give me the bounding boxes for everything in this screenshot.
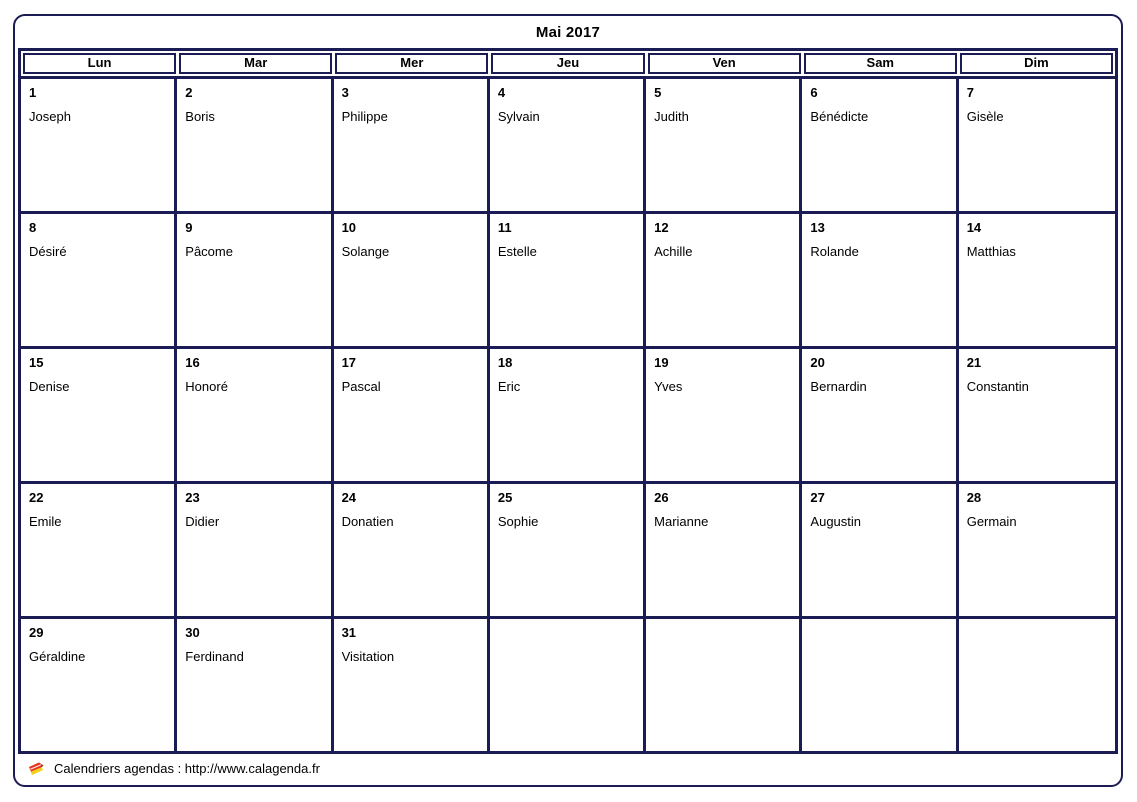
day-number: 25 bbox=[497, 490, 513, 505]
day-number: 17 bbox=[341, 355, 357, 370]
day-number: 26 bbox=[654, 490, 669, 505]
day-cell-29 bbox=[21, 616, 177, 751]
saint-name: Désiré bbox=[29, 244, 67, 259]
day-number: 27 bbox=[810, 490, 825, 505]
day-cell-25 bbox=[490, 481, 646, 616]
day-number: 10 bbox=[341, 220, 357, 235]
day-cell-23 bbox=[177, 481, 333, 616]
weekday-header-jeu: Jeu bbox=[491, 53, 644, 74]
day-cell-16 bbox=[177, 346, 333, 481]
saint-name: Germain bbox=[966, 514, 1017, 529]
day-cell-14 bbox=[959, 211, 1115, 346]
calendar-title: Mai 2017 bbox=[535, 24, 601, 41]
day-cell-2 bbox=[177, 76, 333, 211]
saint-name: Pâcome bbox=[185, 244, 233, 259]
day-cell-7 bbox=[959, 76, 1115, 211]
calagenda-note-icon bbox=[27, 760, 45, 778]
day-number: 21 bbox=[966, 355, 982, 370]
day-number: 2 bbox=[185, 85, 193, 100]
empty-day-cell bbox=[959, 616, 1115, 751]
day-number: 9 bbox=[185, 220, 193, 235]
saint-name: Philippe bbox=[341, 109, 388, 124]
saint-name: Sophie bbox=[497, 514, 539, 529]
day-number: 22 bbox=[29, 490, 44, 505]
saint-name: Eric bbox=[497, 379, 521, 394]
day-cell-13 bbox=[802, 211, 958, 346]
day-cell-26 bbox=[646, 481, 802, 616]
day-cell-9 bbox=[177, 211, 333, 346]
saint-name: Donatien bbox=[341, 514, 394, 529]
day-number: 3 bbox=[341, 85, 349, 100]
day-cell-19 bbox=[646, 346, 802, 481]
day-number: 15 bbox=[29, 355, 44, 370]
weekday-header-mar: Mar bbox=[179, 53, 332, 74]
day-number: 20 bbox=[810, 355, 825, 370]
saint-name: Constantin bbox=[966, 379, 1029, 394]
saint-name: Estelle bbox=[497, 244, 537, 259]
day-cell-30 bbox=[177, 616, 333, 751]
day-number: 19 bbox=[654, 355, 669, 370]
saint-name: Pascal bbox=[341, 379, 381, 394]
saint-name: Sylvain bbox=[497, 109, 540, 124]
calendar-footer bbox=[18, 754, 1118, 783]
day-number: 5 bbox=[654, 85, 662, 100]
day-number: 28 bbox=[966, 490, 982, 505]
calendar-grid bbox=[21, 76, 1115, 751]
saint-name: Didier bbox=[185, 514, 220, 529]
day-cell-12 bbox=[646, 211, 802, 346]
day-number: 11 bbox=[497, 220, 512, 235]
day-cell-17 bbox=[334, 346, 490, 481]
day-cell-8 bbox=[21, 211, 177, 346]
day-cell-24 bbox=[334, 481, 490, 616]
day-cell-27 bbox=[802, 481, 958, 616]
saint-name: Honoré bbox=[185, 379, 228, 394]
saint-name: Visitation bbox=[341, 649, 395, 664]
day-number: 16 bbox=[185, 355, 200, 370]
calendar-frame bbox=[13, 14, 1123, 787]
footer-credit: Calendriers agendas : http://www.calagenda.fr bbox=[54, 761, 320, 776]
day-number: 4 bbox=[497, 85, 506, 100]
day-number: 30 bbox=[185, 625, 200, 640]
saint-name: Solange bbox=[341, 244, 390, 259]
saint-name: Géraldine bbox=[29, 649, 86, 664]
saint-name: Boris bbox=[185, 109, 215, 124]
saint-name: Yves bbox=[654, 379, 683, 394]
empty-day-cell bbox=[646, 616, 802, 751]
day-cell-4 bbox=[490, 76, 646, 211]
empty-day-cell bbox=[490, 616, 646, 751]
day-cell-3 bbox=[334, 76, 490, 211]
weekday-header-mer: Mer bbox=[335, 53, 488, 74]
day-number: 13 bbox=[810, 220, 825, 235]
day-number: 7 bbox=[966, 85, 974, 100]
day-cell-31 bbox=[334, 616, 490, 751]
weekday-header-dim: Dim bbox=[960, 53, 1113, 74]
saint-name: Joseph bbox=[29, 109, 71, 124]
weekday-header-ven: Ven bbox=[648, 53, 801, 74]
empty-day-cell bbox=[802, 616, 958, 751]
day-cell-6 bbox=[802, 76, 958, 211]
weekday-header-sam: Sam bbox=[804, 53, 957, 74]
day-cell-28 bbox=[959, 481, 1115, 616]
day-cell-18 bbox=[490, 346, 646, 481]
saint-name: Achille bbox=[654, 244, 693, 259]
day-cell-15 bbox=[21, 346, 177, 481]
saint-name: Bernardin bbox=[810, 379, 867, 394]
saint-name: Augustin bbox=[810, 514, 862, 529]
saint-name: Emile bbox=[29, 514, 62, 529]
saint-name: Marianne bbox=[654, 514, 709, 529]
day-number: 1 bbox=[29, 85, 37, 100]
saint-name: Gisèle bbox=[966, 109, 1004, 124]
day-number: 8 bbox=[29, 220, 37, 235]
saint-name: Bénédicte bbox=[810, 109, 869, 124]
day-cell-21 bbox=[959, 346, 1115, 481]
saint-name: Ferdinand bbox=[185, 649, 244, 664]
weekday-header-lun: Lun bbox=[23, 53, 176, 74]
day-number: 23 bbox=[185, 490, 200, 505]
saint-name: Denise bbox=[29, 379, 70, 394]
day-cell-11 bbox=[490, 211, 646, 346]
day-number: 31 bbox=[341, 625, 357, 640]
day-number: 14 bbox=[966, 220, 982, 235]
day-number: 18 bbox=[497, 355, 513, 370]
day-number: 12 bbox=[654, 220, 669, 235]
saint-name: Matthias bbox=[966, 244, 1016, 259]
weekday-header-row bbox=[21, 51, 1115, 76]
day-number: 24 bbox=[341, 490, 357, 505]
saint-name: Rolande bbox=[810, 244, 859, 259]
day-cell-10 bbox=[334, 211, 490, 346]
day-cell-20 bbox=[802, 346, 958, 481]
day-number: 6 bbox=[810, 85, 818, 100]
saint-name: Judith bbox=[654, 109, 689, 124]
day-cell-5 bbox=[646, 76, 802, 211]
day-cell-1 bbox=[21, 76, 177, 211]
calendar-table bbox=[18, 48, 1118, 754]
day-number: 29 bbox=[29, 625, 44, 640]
day-cell-22 bbox=[21, 481, 177, 616]
